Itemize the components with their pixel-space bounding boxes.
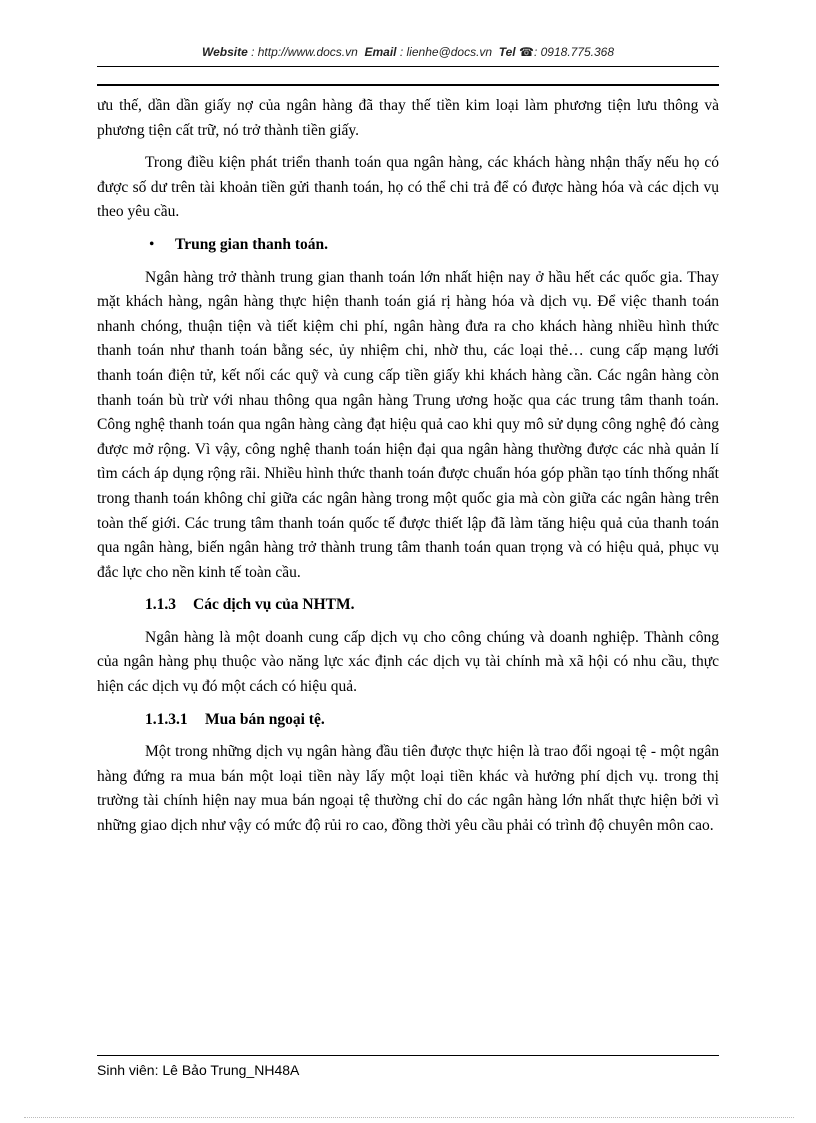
page-footer: Sinh viên: Lê Bảo Trung_NH48A [97,1062,300,1078]
bullet-item [97,233,719,258]
email-link[interactable]: : lienhe@docs.vn [399,45,493,59]
subsection-number: 1.1.3.1 [145,710,188,728]
section-number: 1.1.3 [145,596,176,614]
paragraph-2: Trong điều kiện phát triển thanh toán qua ngân hàng, các khách hàng nhận thấy nếu họ có được số dư trên tài khoản tiền gửi thanh toán, họ có thể chi trả để có được hàng hóa và các dịch vụ theo yêu cầu. [97,154,719,221]
website-label: Website [201,45,248,59]
paragraph-5: Một trong những dịch vụ ngân hàng đầu tiên được thực hiện là trao đổi ngoại tệ - một ngân hàng đứng ra mua bán một loại tiền này lấy một loại tiền khác và hưởng phí dịch vụ. trong thị trường tài chính hiện nay mua bán ngoại tệ thường chỉ do các ngân hàng lớn nhất thực hiện bởi vì những giao dịch như vậy có mức độ rủi ro cao, đồng thời yêu cầu phải có trình độ chuyên môn cao. [97,743,719,835]
page-header [97,45,719,59]
section-heading-1-1-3 [97,593,719,618]
tel-label: Tel [498,45,516,59]
footer-rule [97,1055,719,1056]
phone-icon: ☎ [519,45,534,59]
header-rule-thin [97,66,719,67]
bullet-dot: • [149,235,155,253]
page-bottom-dotted-line [24,1117,794,1118]
bullet-title: Trung gian thanh toán. [175,235,329,253]
header-rule-thick [97,84,719,86]
tel-number: : 0918.775.368 [533,45,615,59]
section-heading-1-1-3-1 [97,708,719,733]
section-title: Các dịch vụ của NHTM. [193,596,355,614]
paragraph-3: Ngân hàng trở thành trung gian thanh toán lớn nhất hiện nay ở hầu hết các quốc gia. Thay mặt khách hàng, ngân hàng thực hiện thanh toán giá rị hàng hóa và dịch vụ. Để việc thanh toán nhanh chóng, thuận tiện và tiết kiệm chi phí, ngân hàng đưa ra cho khách hàng nhiều hình thức thanh toán như thanh toán bằng séc, ủy nhiệm chi, nhờ thu, các loại thẻ… cung cấp mạng lưới thanh toán điện tử, kết nối các quỹ và cung cấp tiền giấy khi khách hàng cần. Các ngân hàng còn thanh toán bù trừ với nhau thông qua ngân hàng Trung ương hoặc qua các trung tâm thanh toán. Công nghệ thanh toán qua ngân hàng càng đạt hiệu quả cao khi quy mô sử dụng công nghệ đó càng được mở rộng. Vì vậy, công nghệ thanh toán hiện đại qua ngân hàng thường được các nhà quản lí tìm cách áp dụng rộng rãi. Nhiều hình thức thanh toán được chuẩn hóa góp phần tạo tính thống nhất trong thanh toán không chỉ giữa các ngân hàng trong một quốc gia mà còn giữa các ngân hàng trên toàn thế giới. Các trung tâm thanh toán quốc tế được thiết lập đã làm tăng hiệu quả của thanh toán qua ngân hàng, biến ngân hàng trở thành trung tâm thanh toán quan trọng và có hiệu quả, phục vụ đắc lực cho nền kinh tế toàn cầu. [97,268,719,581]
document-body [97,94,719,847]
paragraph-4: Ngân hàng là một doanh cung cấp dịch vụ cho công chúng và doanh nghiệp. Thành công của ngân hàng phụ thuộc vào năng lực xác định các dịch vụ tài chính mà xã hội có nhu cầu, thực hiện các dịch vụ đó một cách có hiệu quả. [97,628,719,696]
paragraph-1: ưu thế, dần dần giấy nợ của ngân hàng đã thay thế tiền kim loại làm phương tiện lưu thông và phương tiện cất trữ, nó trở thành tiền giấy. [97,97,719,139]
subsection-title: Mua bán ngoại tệ. [205,710,325,728]
website-link[interactable]: : http://www.docs.vn [251,45,358,59]
email-label: Email [364,45,397,59]
